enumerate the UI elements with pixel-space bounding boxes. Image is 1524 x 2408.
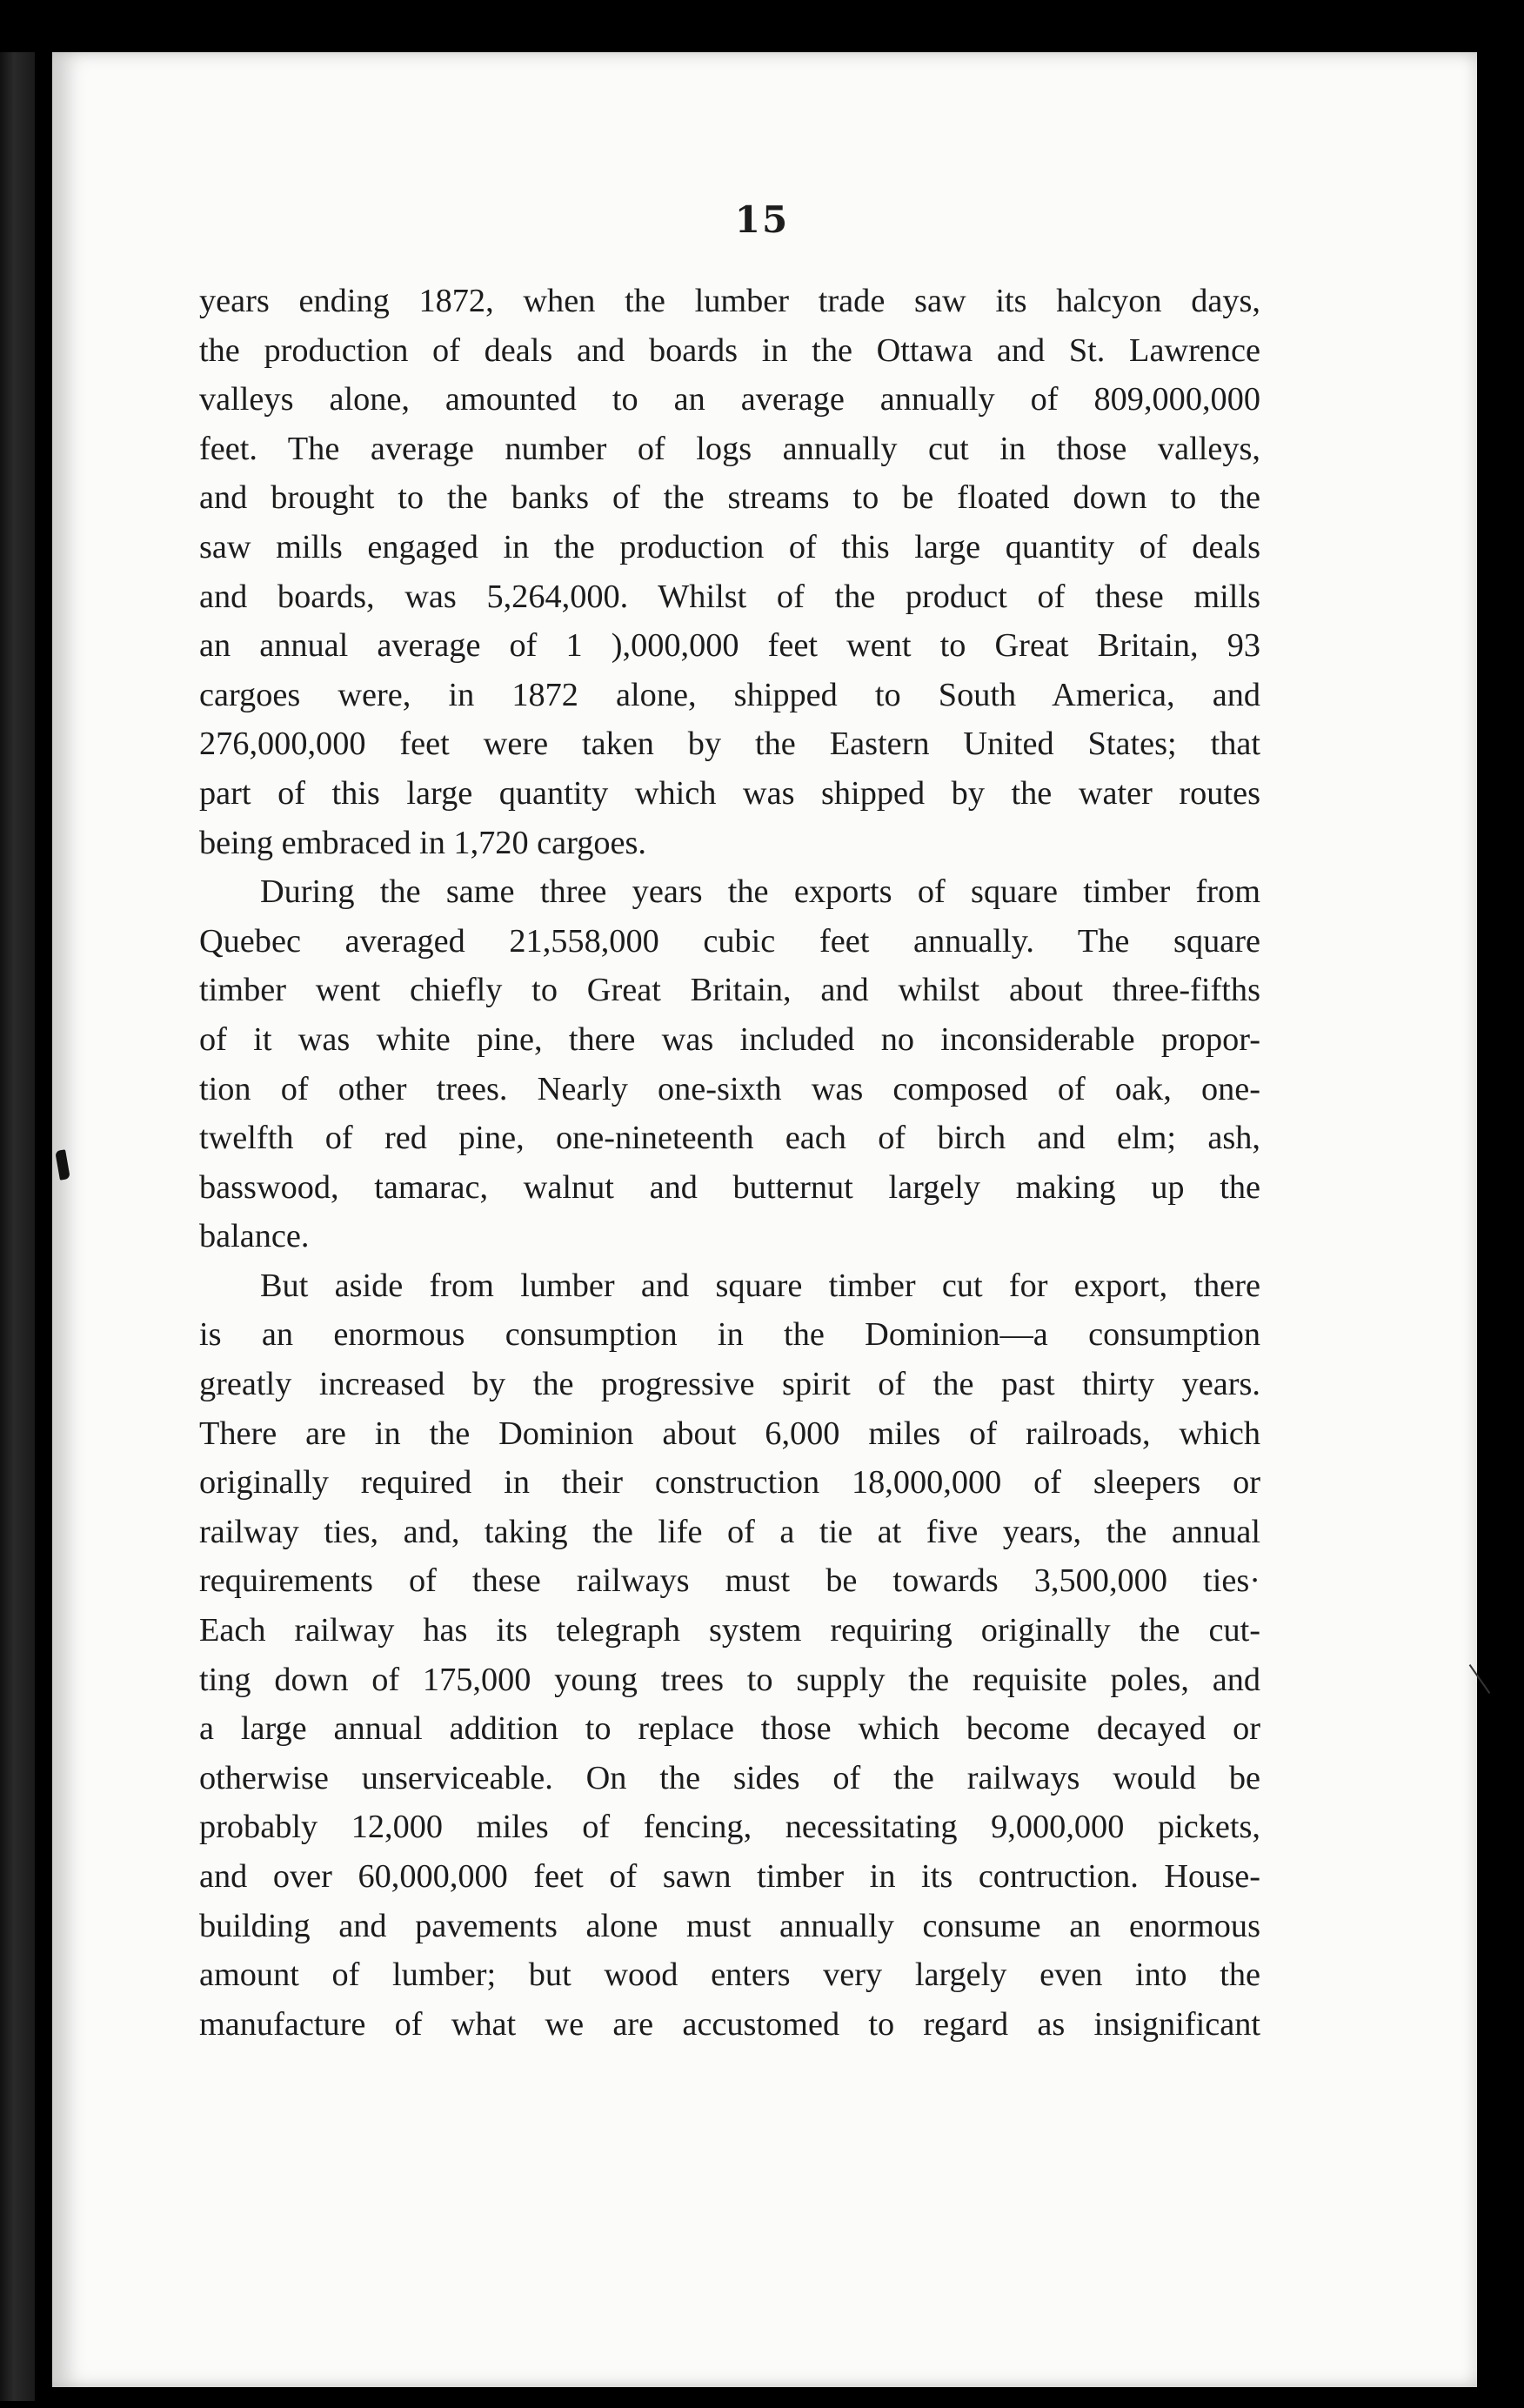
text-line: feet. The average number of logs annually cut in those valleys, (199, 430, 1260, 467)
paragraph-1 (199, 277, 1260, 867)
text-line: is an enormous consumption in the Dominion—a consumption (199, 1316, 1260, 1354)
text-line: timber went chiefly to Great Britain, and whilst about three-fifths (199, 972, 1260, 1009)
page-number: 15 (734, 198, 790, 241)
text-line: twelfth of red pine, one-nineteenth each of birch and elm; ash, (199, 1120, 1260, 1157)
text-line: saw mills engaged in the production of this large quantity of deals (199, 528, 1260, 565)
text-line: There are in the Dominion about 6,000 miles of railroads, which (199, 1415, 1260, 1452)
text-line: the production of deals and boards in the Ottawa and St. Lawrence (199, 331, 1260, 369)
text-line: a large annual addition to replace those which become decayed or (199, 1710, 1260, 1748)
text-line: Each railway has its telegraph system requiring originally the cut- (199, 1612, 1260, 1649)
paragraph-3 (199, 1261, 1260, 2050)
text-line: years ending 1872, when the lumber trade saw its halcyon days, (199, 283, 1260, 319)
paragraph-2 (199, 867, 1260, 1261)
text-line: ting down of 175,000 young trees to supply the requisite poles, and (199, 1661, 1260, 1698)
text-line: of it was white pine, there was included no inconsiderable propor- (199, 1020, 1260, 1058)
text-line: cargoes were, in 1872 alone, shipped to South America, and (199, 676, 1260, 713)
text-line: amount of lumber; but wood enters very largely even into the (199, 1956, 1260, 1994)
text-line: balance. (199, 1218, 310, 1255)
text-line: But aside from lumber and square timber cut for export, there (260, 1267, 1260, 1304)
text-line: greatly increased by the progressive spirit of the past thirty years. (199, 1366, 1260, 1403)
text-line: 276,000,000 feet were taken by the Eastern United States; that (199, 726, 1260, 763)
text-line: being embraced in 1,720 cargoes. (199, 824, 646, 861)
text-line: basswood, tamarac, walnut and butternut largely making up the (199, 1168, 1260, 1206)
text-line: and over 60,000,000 feet of sawn timber in its contruction. House- (199, 1858, 1260, 1895)
text-line: manufacture of what we are accustomed to regard as insignificant (199, 2005, 1260, 2043)
text-line: building and pavements alone must annually consume an enormous (199, 1907, 1260, 1944)
text-line: Quebec averaged 21,558,000 cubic feet annually. The square (199, 922, 1260, 960)
binding-edge (0, 52, 35, 2401)
text-line: tion of other trees. Nearly one-sixth was composed of oak, one- (199, 1070, 1260, 1107)
text-line: and brought to the banks of the streams to be floated down to the (199, 479, 1260, 517)
text-line: probably 12,000 miles of fencing, necessitating 9,000,000 pickets, (199, 1809, 1260, 1846)
text-line: valleys alone, amounted to an average annually of 809,000,000 (199, 381, 1260, 418)
text-line: an annual average of 1 ),000,000 feet went to Great Britain, 93 (199, 627, 1260, 665)
text-line: During the same three years the exports of square timber from (260, 873, 1260, 911)
text-line: originally required in their construction 18,000,000 of sleepers or (199, 1464, 1260, 1502)
text-line: and boards, was 5,264,000. Whilst of the product of these mills (199, 578, 1260, 615)
text-line: railway ties, and, taking the life of a tie at five years, the annual (199, 1513, 1260, 1550)
text-line: otherwise unserviceable. On the sides of the railways would be (199, 1759, 1260, 1796)
body-text (199, 277, 1260, 2049)
text-line: part of this large quantity which was shipped by the water routes (199, 774, 1260, 812)
text-line: requirements of these railways must be towards 3,500,000 ties· (199, 1562, 1260, 1600)
